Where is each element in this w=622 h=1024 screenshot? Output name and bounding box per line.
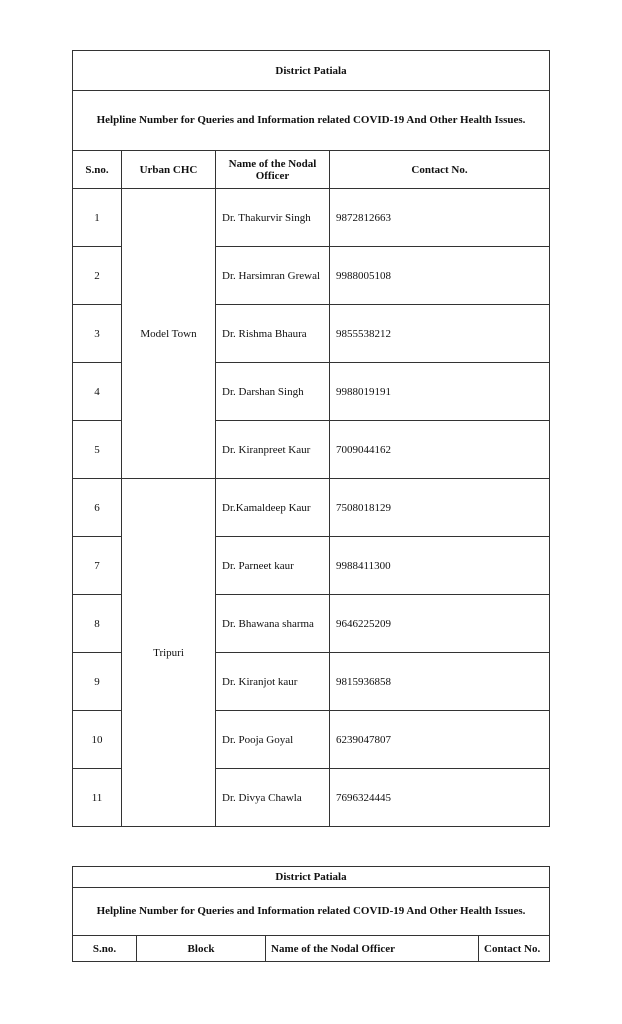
header-nodal-officer: Name of the Nodal Officer (216, 151, 330, 189)
table-subtitle: Helpline Number for Queries and Information related COVID-19 And Other Health Issues. (73, 888, 550, 936)
chc-cell-model-town: Model Town (122, 189, 216, 479)
header-block: Block (137, 936, 266, 962)
contact-cell: 9988005108 (330, 247, 550, 305)
contact-cell: 9988411300 (330, 537, 550, 595)
sno-cell: 1 (73, 189, 122, 247)
sno-cell: 8 (73, 595, 122, 653)
header-sno: S.no. (73, 151, 122, 189)
sno-cell: 7 (73, 537, 122, 595)
header-contact: Contact No. (330, 151, 550, 189)
table-subtitle: Helpline Number for Queries and Information related COVID-19 And Other Health Issues. (73, 91, 550, 151)
table-row (73, 189, 550, 247)
officer-name-cell: Dr. Bhawana sharma (216, 595, 330, 653)
sno-cell: 4 (73, 363, 122, 421)
sno-cell: 3 (73, 305, 122, 363)
officer-name-cell: Dr. Harsimran Grewal (216, 247, 330, 305)
table-row (73, 479, 550, 537)
sno-cell: 2 (73, 247, 122, 305)
header-urban-chc: Urban CHC (122, 151, 216, 189)
officer-name-cell: Dr. Kiranpreet Kaur (216, 421, 330, 479)
contact-cell: 6239047807 (330, 711, 550, 769)
urban-chc-helpline-table (72, 50, 550, 827)
officer-name-cell: Dr. Pooja Goyal (216, 711, 330, 769)
officer-name-cell: Dr. Rishma Bhaura (216, 305, 330, 363)
block-helpline-table (72, 866, 550, 962)
contact-cell: 9872812663 (330, 189, 550, 247)
officer-name-cell: Dr.Kamaldeep Kaur (216, 479, 330, 537)
contact-cell: 7508018129 (330, 479, 550, 537)
contact-cell: 9855538212 (330, 305, 550, 363)
sno-cell: 6 (73, 479, 122, 537)
header-sno: S.no. (73, 936, 137, 962)
header-contact: Contact No. (479, 936, 550, 962)
contact-cell: 7009044162 (330, 421, 550, 479)
contact-cell: 9646225209 (330, 595, 550, 653)
table-title: District Patiala (73, 51, 550, 91)
sno-cell: 10 (73, 711, 122, 769)
contact-cell: 7696324445 (330, 769, 550, 827)
officer-name-cell: Dr. Divya Chawla (216, 769, 330, 827)
officer-name-cell: Dr. Parneet kaur (216, 537, 330, 595)
chc-cell-tripuri: Tripuri (122, 479, 216, 827)
sno-cell: 11 (73, 769, 122, 827)
contact-cell: 9988019191 (330, 363, 550, 421)
officer-name-cell: Dr. Darshan Singh (216, 363, 330, 421)
officer-name-cell: Dr. Kiranjot kaur (216, 653, 330, 711)
sno-cell: 5 (73, 421, 122, 479)
table-title: District Patiala (73, 867, 550, 888)
header-nodal-officer: Name of the Nodal Officer (266, 936, 479, 962)
sno-cell: 9 (73, 653, 122, 711)
officer-name-cell: Dr. Thakurvir Singh (216, 189, 330, 247)
contact-cell: 9815936858 (330, 653, 550, 711)
